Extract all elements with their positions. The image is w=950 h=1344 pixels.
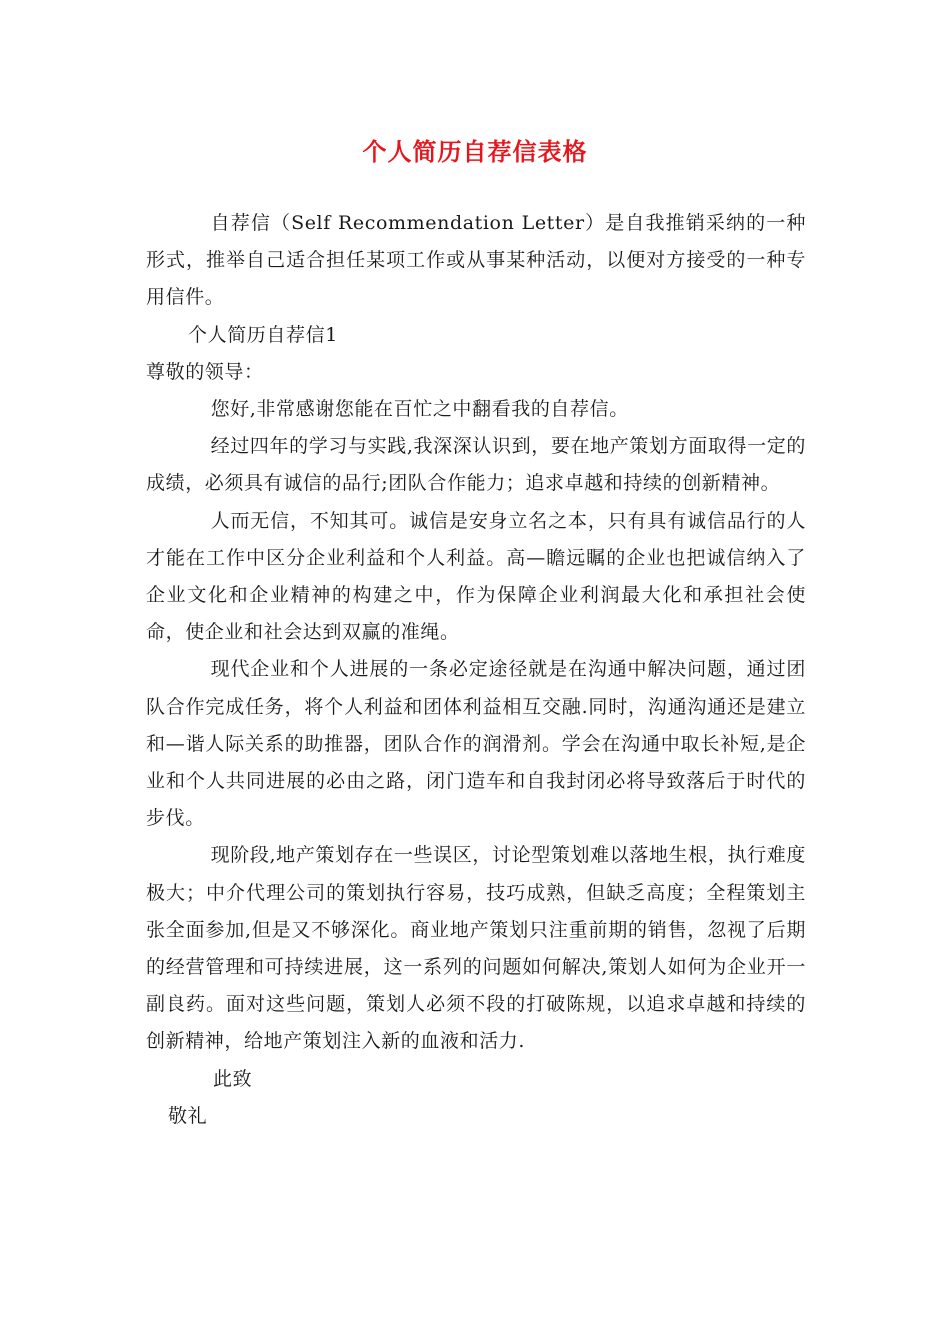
body-paragraph-4: 现阶段,地产策划存在一些误区，讨论型策划难以落地生根，执行难度极大；中介代理公司的策划执行容易，技巧成熟，但缺乏高度；全程策划主张全面参加,但是又不够深化。商业地产策划只注重前期的销售，忽视了后期的经营管理和可持续进展，这一系列的问题如何解决,策划人如何为企业开一副良药。面对这些问题，策划人必须不段的打破陈规，以追求卓越和持续的创新精神，给地产策划注入新的血液和活力.: [146, 844, 806, 1053]
body-paragraph-2: 人而无信，不知其可。诚信是安身立名之本，只有具有诚信品行的人才能在工作中区分企业利益和个人利益。高—瞻远瞩的企业也把诚信纳入了企业文化和企业精神的构建之中，作为保障企业利润最大化和承担社会使命，使企业和社会达到双赢的准绳。: [146, 509, 806, 644]
document-body: [146, 205, 806, 1135]
document-title: 个人简历自荐信表格: [362, 138, 588, 166]
salutation: 尊敬的领导：: [146, 360, 264, 383]
intro-paragraph: 自荐信（Self Recommendation Letter）是自我推销采纳的一种形式，推举自己适合担任某项工作或从事某种活动，以便对方接受的一种专用信件。: [146, 212, 806, 309]
closing-line-1: 此致: [213, 1067, 253, 1090]
body-paragraph-1: 经过四年的学习与实践,我深深认识到，要在地产策划方面取得一定的成绩，必须具有诚信的品行;团队合作能力；追求卓越和持续的创新精神。: [146, 435, 806, 495]
closing-line-2: 敬礼: [168, 1104, 208, 1127]
letter-heading: 个人简历自荐信1: [188, 323, 338, 346]
body-paragraph-3: 现代企业和个人进展的一条必定途径就是在沟通中解决问题，通过团队合作完成任务，将个人利益和团体利益相互交融.同时，沟通沟通还是建立和—谐人际关系的助推器，团队合作的润滑剂。学会在沟通中取长补短,是企业和个人共同进展的必由之路，闭门造车和自我封闭必将导致落后于时代的步伐。: [146, 658, 806, 830]
greeting-paragraph: 您好,非常感谢您能在百忙之中翻看我的自荐信。: [210, 398, 629, 421]
